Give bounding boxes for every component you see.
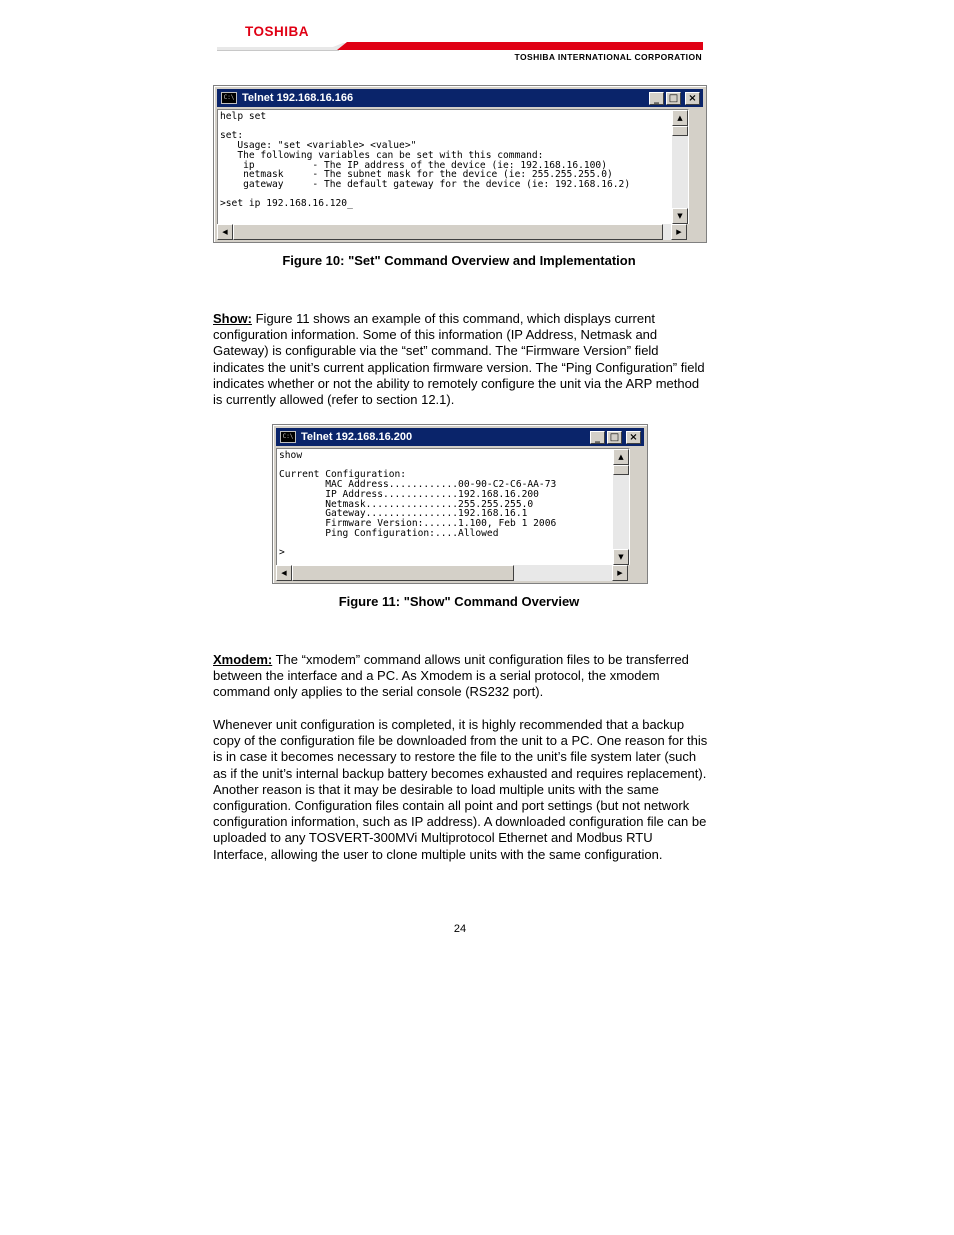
- scroll-right-icon[interactable]: ▶: [671, 224, 687, 240]
- close-button[interactable]: ×: [626, 431, 641, 444]
- window-title: Telnet 192.168.16.166: [242, 92, 354, 104]
- corporation-name: TOSHIBA INTERNATIONAL CORPORATION: [514, 52, 702, 62]
- xmodem-text: The “xmodem” command allows unit configuration files to be transferred between the interface and a PC. As Xmodem is a serial protocol, the xmodem command only applies to the serial console (RS232 port).: [213, 652, 689, 700]
- figure-11-caption: Figure 11: "Show" Command Overview: [338, 594, 580, 609]
- xmodem-paragraph: [213, 652, 709, 701]
- xmodem-keyword: Xmodem:: [213, 652, 273, 667]
- console-output: help set set: Usage: "set <variable> <value>" The following variables can be set with this command: ip - The IP address of the device (ie: 192.168.16.100) netmask - The subnet mask for the device (ie: 255.255.255.0) gateway - The default gateway for the device (ie: 192.168.16.2) >set ip 192.168.16.120_: [220, 111, 631, 210]
- toshiba-logo: TOSHIBA: [245, 24, 310, 39]
- scroll-thumb[interactable]: [672, 126, 688, 136]
- page-number: 24: [453, 923, 467, 935]
- console-area[interactable]: [217, 109, 689, 225]
- scroll-left-icon[interactable]: ◀: [217, 224, 233, 240]
- console-output: show Current Configuration: MAC Address............00-90-C2-C6-AA-73 IP Address.............192.168.16.200 Netmask................255.255.255.0 Gateway................192.168.16.1 Firmware Version:......1.100, Feb 1 2006 Ping Configuration:....Allowed >: [279, 450, 557, 559]
- backup-text: Whenever unit configuration is completed, it is highly recommended that a backup copy of the configuration file be downloaded from the unit to a PC. One reason for this is in case it becomes necessary to restore the file to the unit’s file system later (such as if the unit’s internal backup battery becomes exhausted and requires replacement). Another reason is that it may be desirable to load multiple units with the same configuration. Configuration files contain all point and port settings (but not network configuration information, such as IP address). A downloaded configuration file can be uploaded to any TOSVERT-300MVi Multiprotocol Ethernet and Modbus RTU Interface, allowing the user to clone multiple units with the same configuration.: [213, 717, 708, 862]
- telnet-window-show: [272, 424, 648, 584]
- backup-paragraph: [213, 717, 709, 863]
- show-text: Figure 11 shows an example of this command, which displays current configuration information. Some of this information (IP Address, Netmask and Gateway) is configurable via the “set” command. The “Firmware Version” field indicates the unit’s current application firmware version. The “Ping Configuration” field indicates whether or not the ability to remotely configure the unit via the ARP method is currently allowed (refer to section 12.1).: [213, 311, 705, 408]
- scroll-thumb[interactable]: [613, 465, 629, 475]
- horizontal-scrollbar[interactable]: [276, 565, 628, 581]
- telnet-window-set: [213, 85, 707, 243]
- maximize-button[interactable]: □: [666, 92, 681, 105]
- resize-grip[interactable]: [687, 224, 703, 240]
- console-icon: C:\: [280, 431, 296, 443]
- resize-grip[interactable]: [628, 565, 644, 581]
- console-area[interactable]: [276, 448, 630, 566]
- window-title: Telnet 192.168.16.200: [301, 431, 413, 443]
- scroll-up-icon[interactable]: ▲: [613, 449, 629, 465]
- scroll-down-icon[interactable]: ▼: [672, 208, 688, 224]
- vertical-scrollbar[interactable]: [613, 449, 629, 565]
- scroll-down-icon[interactable]: ▼: [613, 549, 629, 565]
- window-titlebar[interactable]: [217, 89, 703, 107]
- minimize-button[interactable]: _: [590, 431, 605, 444]
- figure-10-caption: Figure 10: "Set" Command Overview and Implementation: [282, 253, 636, 268]
- horizontal-scrollbar[interactable]: [217, 224, 687, 240]
- scroll-thumb[interactable]: [233, 224, 663, 240]
- window-titlebar[interactable]: [276, 428, 644, 446]
- minimize-button[interactable]: _: [649, 92, 664, 105]
- maximize-button[interactable]: □: [607, 431, 622, 444]
- scroll-left-icon[interactable]: ◀: [276, 565, 292, 581]
- scroll-right-icon[interactable]: ▶: [612, 565, 628, 581]
- console-icon: C:\: [221, 92, 237, 104]
- vertical-scrollbar[interactable]: [672, 110, 688, 224]
- scroll-thumb[interactable]: [292, 565, 514, 581]
- scroll-up-icon[interactable]: ▲: [672, 110, 688, 126]
- show-keyword: Show:: [213, 311, 252, 326]
- close-button[interactable]: ×: [685, 92, 700, 105]
- show-paragraph: [213, 311, 709, 408]
